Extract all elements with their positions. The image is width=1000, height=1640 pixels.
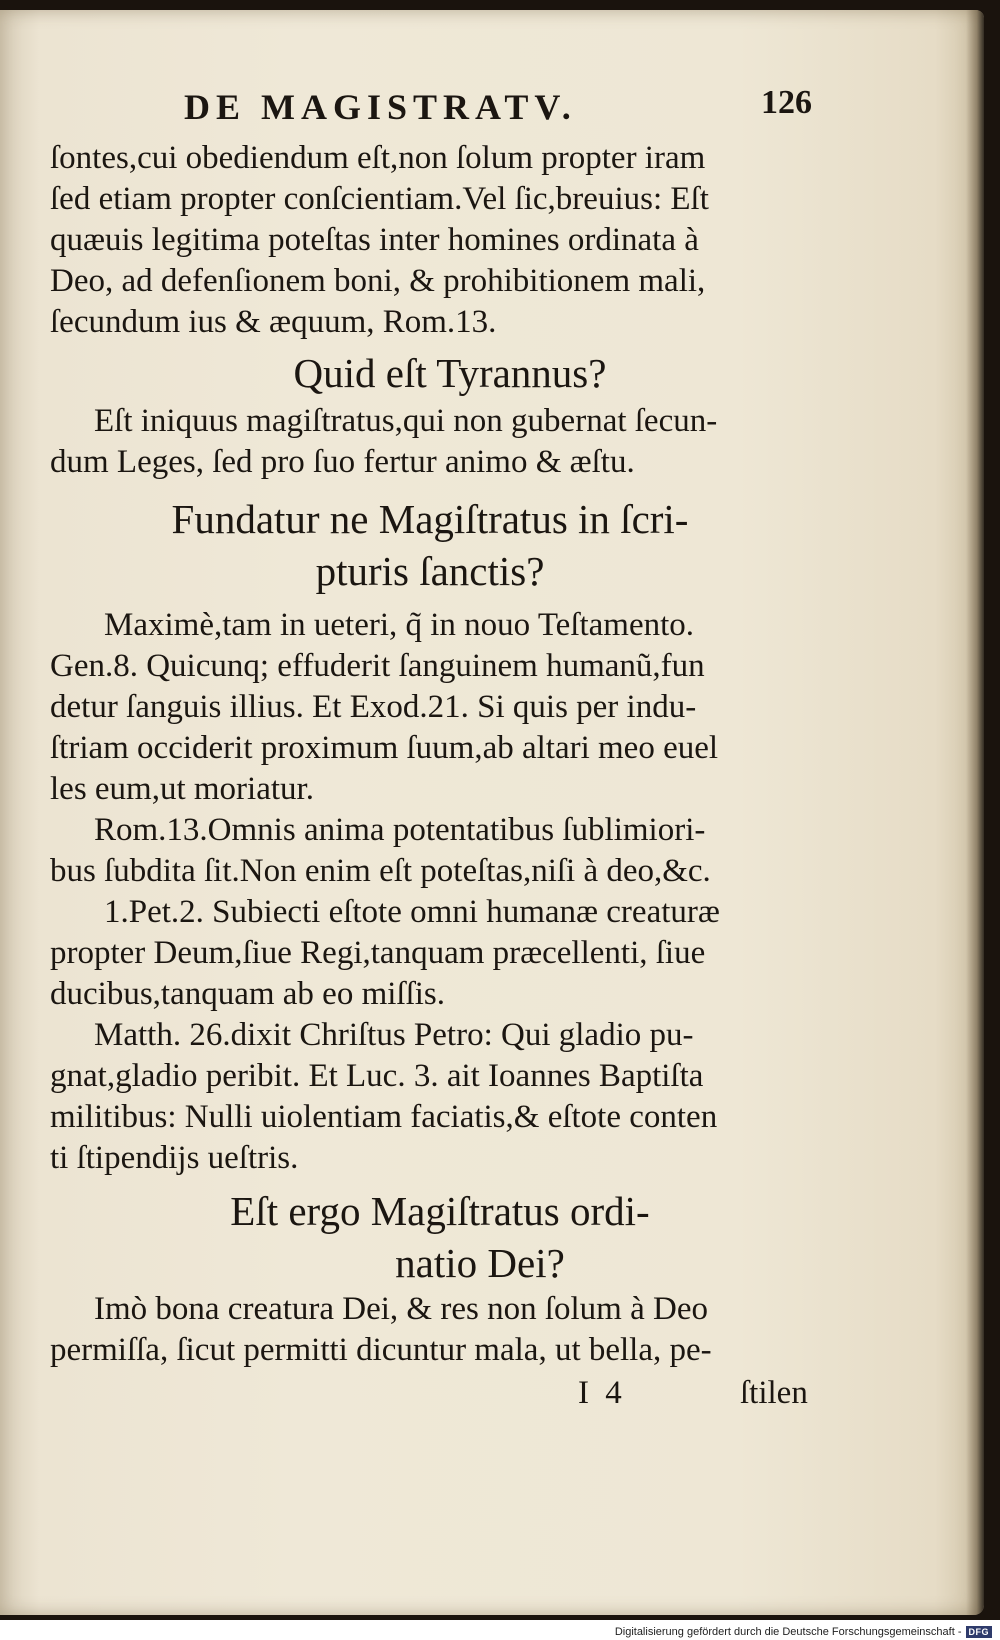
text-line: ducibus,tanquam ab eo miſſis. xyxy=(50,976,446,1012)
text-line: gnat,gladio peribit. Et Luc. 3. ait Ioannes Baptiſta xyxy=(50,1058,704,1094)
text-line: quæuis legitima poteſtas inter homines ordinata à xyxy=(50,222,699,258)
section-heading-ordinatio xyxy=(50,1185,810,1289)
text-line: Maximè,tam in ueteri, q̃ in nouo Teſtamento. xyxy=(104,607,695,643)
text-line: les eum,ut moriatur. xyxy=(50,771,314,807)
text-line: ſed etiam propter conſcientiam.Vel ſic,breuius: Eſt xyxy=(50,181,709,217)
text-line: ſecundum ius & æquum, Rom.13. xyxy=(50,304,497,340)
running-title: DE MAGISTRATV. xyxy=(184,87,577,127)
text-line: bus ſubdita ſit.Non enim eſt poteſtas,niſi à deo,&c. xyxy=(50,853,711,889)
dfg-logo: DFG xyxy=(966,1626,993,1638)
page-edge-shadow xyxy=(966,10,984,1615)
text-line: Gen.8. Quicunq; effuderit ſanguinem humanũ,fun xyxy=(50,648,705,684)
text-line: Eſt iniquus magiſtratus,qui non gubernat ſecun- xyxy=(94,403,718,439)
text-line: militibus: Nulli uiolentiam faciatis,& eſtote conten xyxy=(50,1099,718,1135)
text-line: ſtriam occiderit proximum ſuum,ab altari meo euel xyxy=(50,730,719,766)
heading-line: pturis ſanctis? xyxy=(315,548,545,594)
paragraph-1 xyxy=(50,138,810,343)
heading-line: Eſt ergo Magiſtratus ordi- xyxy=(230,1188,650,1234)
heading-line: natio Dei? xyxy=(395,1240,565,1286)
text-line: ſontes,cui obediendum eſt,non ſolum propter iram xyxy=(50,140,706,176)
paragraph-7 xyxy=(50,1289,810,1371)
catch-line xyxy=(50,1371,810,1415)
page-number: 126 xyxy=(761,84,812,121)
paragraph-2 xyxy=(50,401,810,483)
digitization-credit xyxy=(615,1626,992,1638)
text-line: ti ſtipendijs ueſtris. xyxy=(50,1140,299,1176)
running-head xyxy=(50,86,810,138)
text-line: Rom.13.Omnis anima potentatibus ſublimiori- xyxy=(94,812,706,848)
section-heading-fundatur xyxy=(50,493,810,597)
section-heading-tyrannus: Quid eſt Tyrannus? xyxy=(293,350,607,396)
paragraph-5 xyxy=(50,892,810,1015)
text-line: Matth. 26.dixit Chriſtus Petro: Qui gladio pu- xyxy=(94,1017,694,1053)
paragraph-3 xyxy=(50,605,810,810)
page-text xyxy=(50,86,810,1415)
text-line: dum Leges, ſed pro ſuo fertur animo & æſtu. xyxy=(50,444,635,480)
text-line: propter Deum,ſiue Regi,tanquam præcellenti, ſiue xyxy=(50,935,706,971)
catchword: ſtilen xyxy=(740,1375,808,1411)
heading-line: Fundatur ne Magiſtratus in ſcri- xyxy=(171,496,689,542)
text-line: 1.Pet.2. Subiecti eſtote omni humanæ creaturæ xyxy=(104,894,720,930)
text-line: Imò bona creatura Dei, & res non ſolum à Deo xyxy=(94,1291,708,1327)
text-line: permiſſa, ſicut permitti dicuntur mala, ut bella, pe- xyxy=(50,1332,712,1368)
signature-mark: I 4 xyxy=(578,1375,626,1411)
text-line: detur ſanguis illius. Et Exod.21. Si quis per indu- xyxy=(50,689,697,725)
paragraph-4 xyxy=(50,810,810,892)
paragraph-6 xyxy=(50,1015,810,1179)
credit-text: Digitalisierung gefördert durch die Deutsche Forschungsgemeinschaft - xyxy=(614,1626,962,1638)
text-line: Deo, ad defenſionem boni, & prohibitionem mali, xyxy=(50,263,706,299)
book-page xyxy=(0,10,984,1615)
